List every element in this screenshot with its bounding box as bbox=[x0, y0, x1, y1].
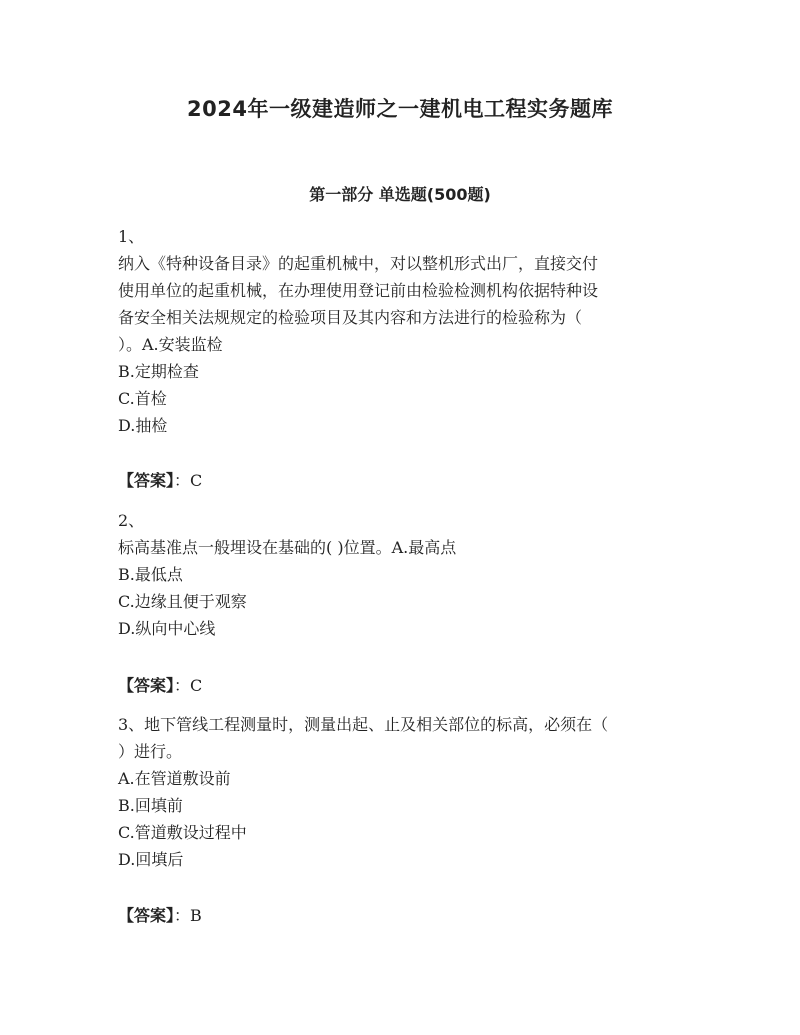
question-2-option-c: C.边缘且便于观察 bbox=[118, 592, 247, 611]
question-1-answer bbox=[118, 470, 688, 492]
question-1-stem-line-3: 备安全相关法规规定的检验项目及其内容和方法进行的检验称为（ bbox=[118, 308, 583, 327]
question-3-option-b: B.回填前 bbox=[118, 796, 183, 815]
question-3-option-c: C.管道敷设过程中 bbox=[118, 823, 247, 842]
document-title: 2024年一级建造师之一建机电工程实务题库 bbox=[187, 97, 613, 121]
question-3-stem-line-1: 3、地下管线工程测量时，测量出起、止及相关部位的标高，必须在（ bbox=[118, 715, 609, 734]
question-3-stem-line-2: ）进行。 bbox=[118, 742, 183, 761]
question-2-number: 2、 bbox=[118, 511, 145, 530]
question-1-stem-line-4: ）。A.安装监检 bbox=[118, 335, 223, 354]
question-3-option-a: A.在管道敷设前 bbox=[118, 769, 231, 788]
answer-value: ：C bbox=[174, 676, 203, 695]
question-2-answer bbox=[118, 675, 688, 697]
answer-value: ：B bbox=[174, 906, 202, 925]
question-3-option-d: D.回填后 bbox=[118, 850, 184, 869]
answer-label: 【答案】 bbox=[118, 676, 175, 695]
question-1-option-d: D.抽检 bbox=[118, 416, 168, 435]
question-2-stem-line-1: 标高基准点一般埋设在基础的( )位置。A.最高点 bbox=[118, 538, 457, 557]
question-2-option-b: B.最低点 bbox=[118, 565, 183, 584]
question-1-stem-line-1: 纳入《特种设备目录》的起重机械中，对以整机形式出厂，直接交付 bbox=[118, 254, 599, 273]
answer-value: ：C bbox=[174, 471, 203, 490]
question-3-answer bbox=[118, 905, 688, 927]
question-2-option-d: D.纵向中心线 bbox=[118, 619, 216, 638]
question-1-stem-line-2: 使用单位的起重机械，在办理使用登记前由检验检测机构依据特种设 bbox=[118, 281, 599, 300]
question-1-option-c: C.首检 bbox=[118, 389, 167, 408]
section-title: 第一部分 单选题(500题) bbox=[309, 185, 491, 204]
question-1-option-b: B.定期检查 bbox=[118, 362, 199, 381]
answer-label: 【答案】 bbox=[118, 471, 175, 490]
question-1-number: 1、 bbox=[118, 227, 145, 246]
answer-label: 【答案】 bbox=[118, 906, 175, 925]
